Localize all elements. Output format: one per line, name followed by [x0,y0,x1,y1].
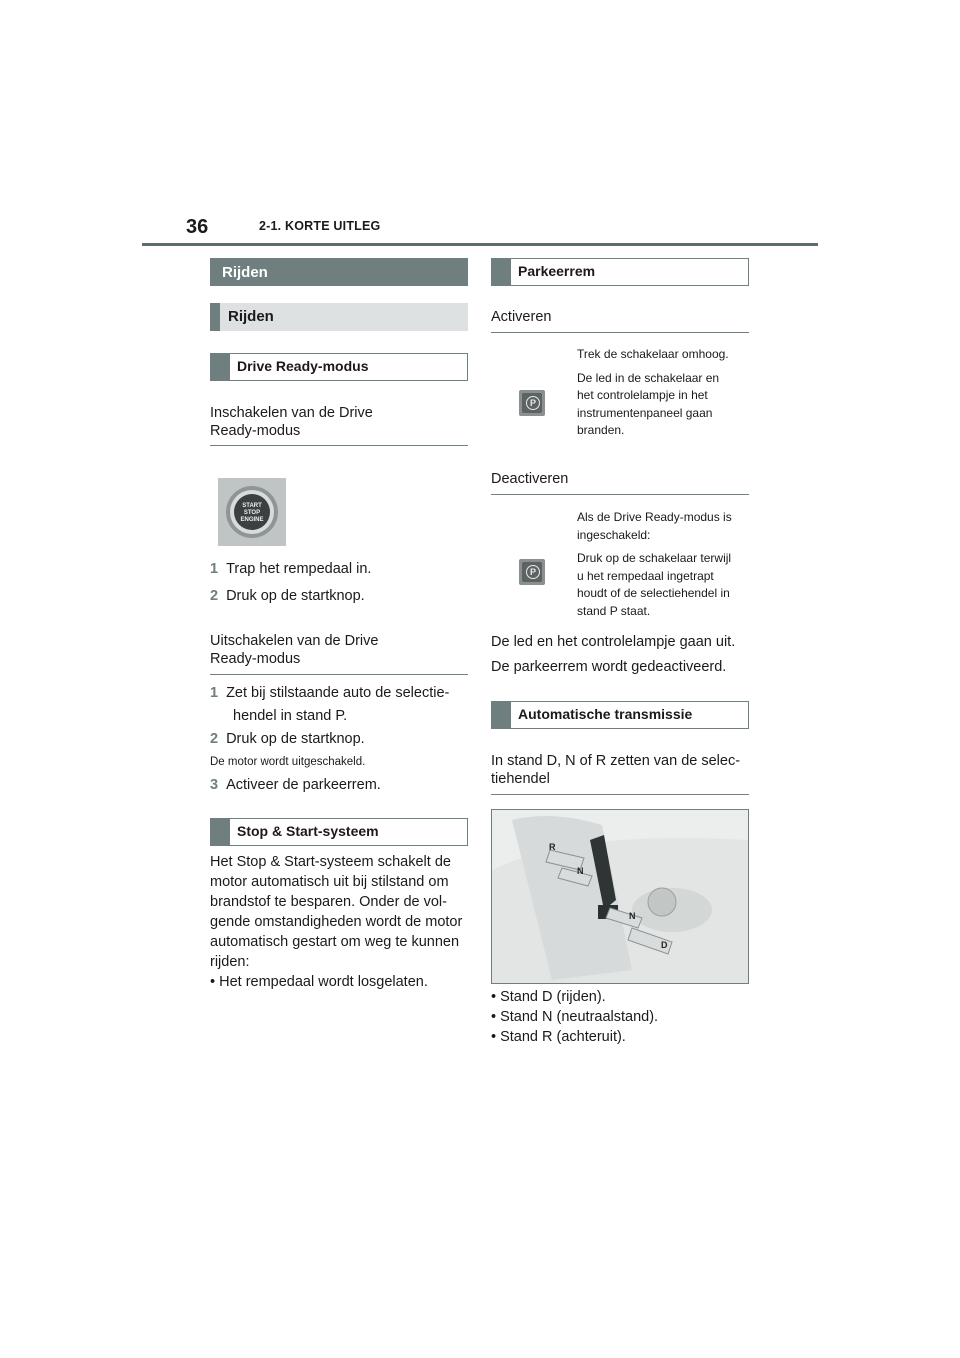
page-number: 36 [186,216,209,238]
parking-result-1: De led en het controlelampje gaan uit. [491,634,736,650]
header-rule [142,243,818,246]
subheading-deactivate: Deactiveren [491,470,749,495]
step-text: Druk op de startknop. [226,731,365,747]
parking-result-2: De parkeerrem wordt gedeactiveerd. [491,659,727,675]
gear-list [491,987,753,1047]
bullet-item: • Het rempedaal wordt losgelaten. [210,974,428,990]
bullet-item: • Stand N (neutraalstand). [491,1009,659,1025]
subheading-line: Inschakelen van de Drive [210,405,373,421]
step-1 [210,559,470,579]
step-number: 1 [210,561,219,577]
activate-caption [577,346,752,440]
chapter-title: 2-1. KORTE UITLEG [259,219,381,233]
caption-line: De led in de schakelaar en [577,370,720,385]
paragraph-line: rijden: [210,954,250,970]
step-text: Trap het rempedaal in. [226,561,372,577]
caption-line: Als de Drive Ready-modus is [577,510,732,524]
caption-line: branden. [577,423,625,437]
start-stop-button-label [218,503,286,524]
step-number: 3 [210,777,219,793]
paragraph-line: automatisch gestart om weg te kunnen [210,934,460,950]
parking-brake-icon [519,559,545,585]
stop-start-paragraph [210,852,472,992]
gear-selector-illustration [492,810,748,983]
parking-brake-p-icon: P [526,565,540,579]
paragraph-line: gende omstandigheden wordt de motor [210,914,463,930]
shift-label-d: D [661,940,668,950]
note-engine-off: De motor wordt uitgeschakeld. [210,756,366,768]
button-text-start: START [242,503,262,509]
step-2 [210,586,470,606]
paragraph-line: motor automatisch uit bij stilstand om [210,874,449,890]
subheading-line: tiehendel [491,771,550,787]
parking-brake-p-icon: P [526,396,540,410]
paragraph-line: brandstof te besparen. Onder de vol- [210,894,447,910]
caption-line: ingeschakeld: [577,527,651,542]
subheading-activate: Activeren [491,308,749,333]
subheading-selector-lever [491,752,749,795]
caption-line: Trek de schakelaar omhoog. [577,347,729,361]
step-text: Druk op de startknop. [226,588,365,604]
heading-parking-brake: Parkeerrem [491,258,749,286]
bullet-item: • Stand D (rijden). [491,989,606,1005]
step-number: 1 [210,685,219,701]
caption-line: houdt of de selectiehendel in [577,586,730,600]
button-text-engine: ENGINE [240,517,264,523]
step-text: Activeer de parkeerrem. [226,777,381,793]
deactivate-caption [577,509,752,620]
step-text: Zet bij stilstaande auto de selectie- [226,685,450,701]
caption-line: het controlelampje in het [577,388,708,402]
subheading-line: In stand D, N of R zetten van de selec- [491,753,741,769]
heading-drive-ready: Drive Ready-modus [210,353,468,381]
subheading-line: Uitschakelen van de Drive [210,633,379,649]
paragraph-line: Het Stop & Start-systeem schakelt de [210,854,451,870]
subheading-disable-drive-ready [210,632,468,675]
caption-line: instrumentenpaneel gaan [577,405,713,420]
caption-line: Druk op de schakelaar terwijl [577,551,732,565]
subheading-enable-drive-ready [210,404,468,446]
parking-brake-icon [519,390,545,416]
subheading-line: Ready-modus [210,651,301,667]
off-step-1 [210,683,470,726]
bullet-item: • Stand R (achteruit). [491,1029,626,1045]
step-number: 2 [210,588,219,604]
step-number: 2 [210,731,219,747]
off-step-2 [210,729,470,749]
button-text-stop: STOP [243,510,261,516]
shift-label-n-up: N [577,866,584,876]
subsection-band-rijden: Rijden [210,303,468,331]
section-band-rijden: Rijden [210,258,468,286]
caption-line: stand P staat. [577,603,651,618]
shift-label-r: R [549,842,556,852]
shift-label-n-down: N [629,911,636,921]
caption-line: u het rempedaal ingetrapt [577,568,714,583]
subheading-line: Ready-modus [210,423,301,439]
start-stop-button-image [218,478,286,546]
heading-automatic-transmission: Automatische transmissie [491,701,749,729]
heading-stop-start: Stop & Start-systeem [210,818,468,846]
off-step-3 [210,775,470,795]
gear-selector-image [491,809,749,984]
step-text: hendel in stand P. [233,708,348,724]
